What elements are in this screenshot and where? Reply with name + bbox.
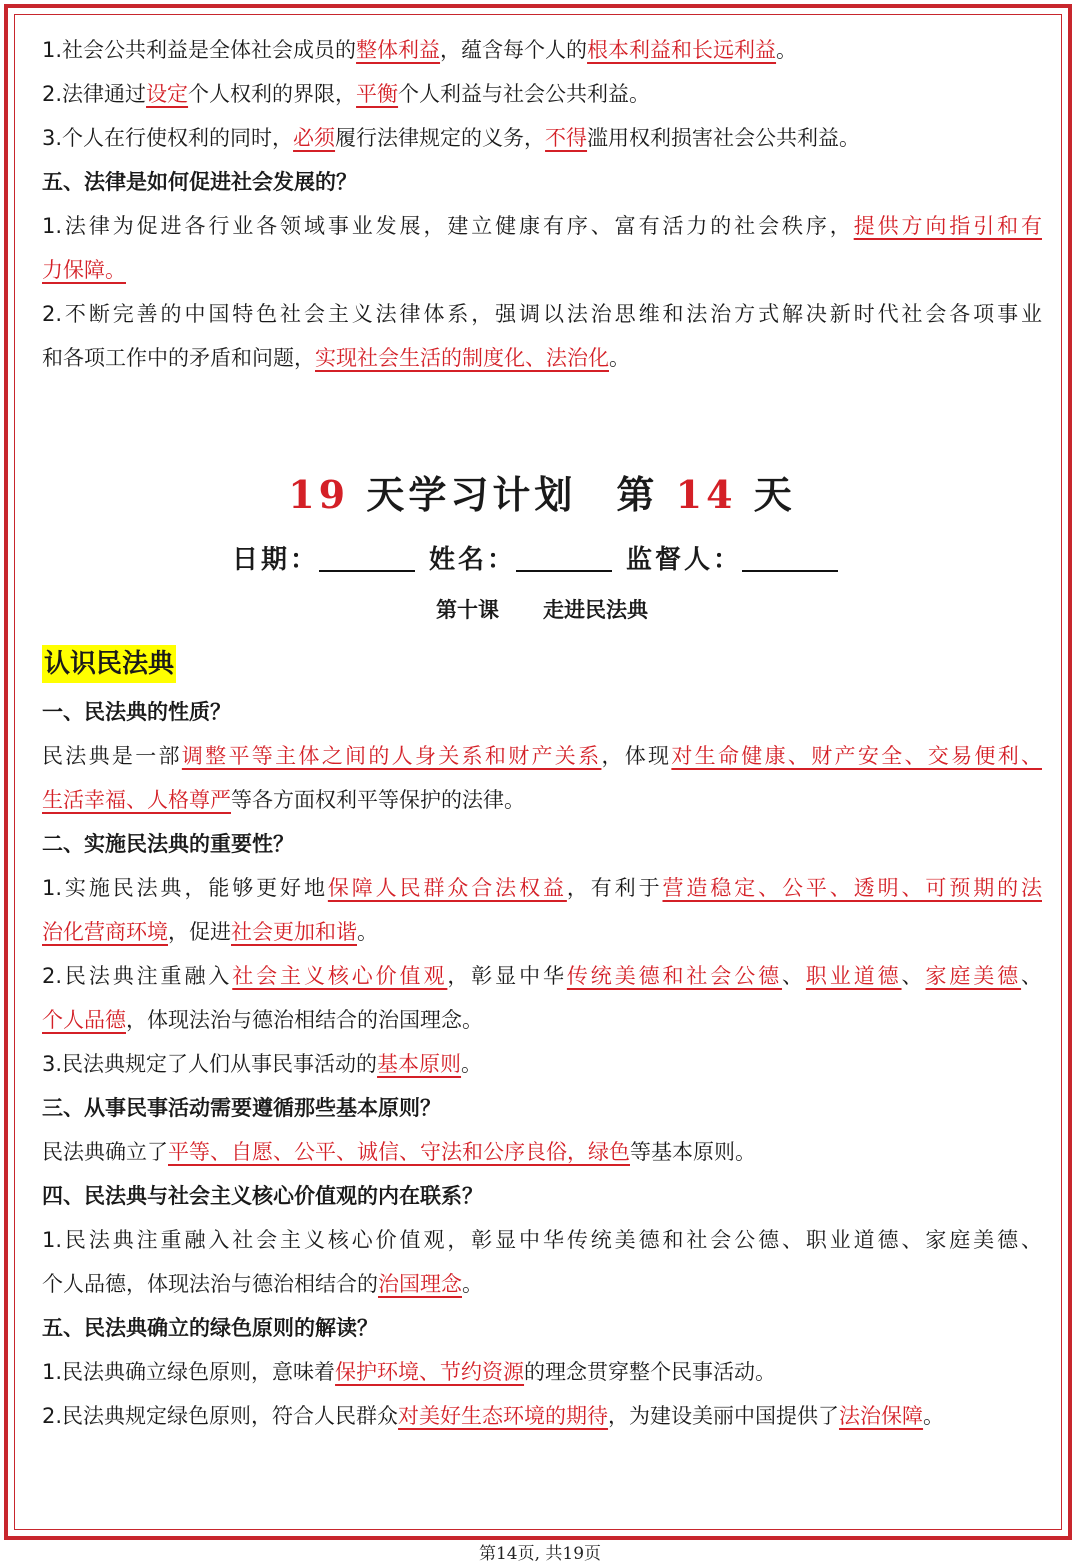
text: 和各项工作中的矛盾和问题，: [42, 346, 315, 370]
text: 、: [1021, 964, 1042, 988]
key-point: 设定: [146, 82, 189, 106]
lesson-title: [42, 584, 1042, 636]
question-heading: 二、实施民法典的重要性？: [42, 832, 294, 856]
key-point: 社会更加和谐: [231, 920, 357, 944]
text: 的理念贯穿整个民事活动。: [524, 1360, 777, 1384]
text: 。: [461, 1052, 483, 1076]
key-point: 对美好生态环境的期待: [398, 1404, 609, 1428]
paragraph-importance-1-cont: [42, 910, 1042, 954]
text: 3.个人在行使权利的同时，: [42, 126, 294, 150]
paragraph-core-values-cont: [42, 1262, 1042, 1306]
text: 民法典确立了: [42, 1140, 168, 1164]
text: 1.社会公共利益是全体社会成员的: [42, 38, 357, 62]
key-point: 保护环境、节约资源: [335, 1360, 525, 1384]
key-point: 平等、自愿、公平、诚信、守法和公序良俗，绿色: [168, 1140, 630, 1164]
document-body: [42, 28, 1042, 1438]
key-point: 治国理念: [378, 1272, 462, 1296]
name-label: 姓名：: [428, 545, 516, 575]
text: 个人权利的界限，: [188, 82, 357, 106]
section-title-highlight: 认识民法典: [42, 645, 176, 683]
paragraph-social-interest: [42, 28, 1042, 72]
paragraph-law-limits: [42, 72, 1042, 116]
plan-total-days: 19: [288, 472, 350, 517]
text: 2.民法典规定绿色原则，符合人民群众: [42, 1404, 399, 1428]
paragraph-importance-3: [42, 1042, 1042, 1086]
key-point: 平衡: [356, 82, 399, 106]
key-point: 基本原则: [377, 1052, 462, 1076]
key-point: 提供方向指引和有: [853, 214, 1042, 238]
paragraph-importance-1: [42, 866, 1042, 910]
text: 3.民法典规定了人们从事民事活动的: [42, 1052, 378, 1076]
paragraph-law-development-2-cont: [42, 336, 1042, 380]
paragraph-nature: [42, 734, 1042, 778]
key-point: 法治保障: [839, 1404, 924, 1428]
text: 个人利益与社会公共利益。: [398, 82, 651, 106]
day-suffix: 天: [753, 472, 796, 517]
key-point: 个人品德: [42, 1008, 126, 1032]
paragraph-law-development-1-cont: [42, 248, 1042, 292]
text: 民法典是一部: [42, 744, 182, 768]
paragraph-importance-2: [42, 954, 1042, 998]
text: 。: [923, 1404, 945, 1428]
paragraph-importance-2-cont: [42, 998, 1042, 1042]
text: 履行法律规定的义务，: [335, 126, 546, 150]
paragraph-green-2: [42, 1394, 1042, 1438]
key-point: 力保障。: [42, 258, 126, 282]
lesson-number: 第十课: [436, 598, 499, 622]
key-point: 家庭美德: [925, 964, 1022, 988]
paragraph-nature-cont: [42, 778, 1042, 822]
question-heading: 五、民法典确立的绿色原则的解读？: [42, 1316, 378, 1340]
text: ，有利于: [566, 876, 663, 900]
text: 等基本原则。: [630, 1140, 756, 1164]
text: ，彰显中华: [447, 964, 567, 988]
text: 、: [901, 964, 926, 988]
section-title: [42, 638, 1042, 690]
question-heading: 三、从事民事活动需要遵循那些基本原则？: [42, 1096, 441, 1120]
supervisor-label: 监督人：: [626, 545, 743, 575]
text: ，体现: [601, 744, 672, 768]
paragraph-law-development-1: [42, 204, 1042, 248]
text: 。: [462, 1272, 483, 1296]
paragraph-green-1: [42, 1350, 1042, 1394]
text: ，蕴含每个人的: [440, 38, 588, 62]
name-blank[interactable]: [516, 540, 612, 572]
spacer: [42, 380, 1042, 460]
key-point: 社会主义核心价值观: [232, 964, 448, 988]
key-point: 对生命健康、财产安全、交易便利、: [671, 744, 1042, 768]
text: ，体现法治与德治相结合的治国理念。: [126, 1008, 483, 1032]
text: 。: [357, 920, 378, 944]
plan-title-text: 天学习计划: [366, 472, 577, 517]
key-point: 职业道德: [805, 964, 902, 988]
text: ，促进: [168, 920, 231, 944]
current-day-number: 14: [675, 472, 737, 517]
text: 等各方面权利平等保护的法律。: [231, 788, 525, 812]
key-point: 营造稳定、公平、透明、可预期的法: [662, 876, 1042, 900]
plan-info-row: [42, 536, 1042, 584]
key-point: 整体利益: [356, 38, 441, 62]
supervisor-blank[interactable]: [742, 540, 838, 572]
key-point: 不得: [545, 126, 588, 150]
lesson-name: 走进民法典: [543, 598, 648, 622]
paragraph-principles: [42, 1130, 1042, 1174]
key-point: 必须: [293, 126, 336, 150]
key-point: 传统美德和社会公德: [566, 964, 783, 988]
key-point: 实现社会生活的制度化、法治化: [315, 346, 609, 370]
question-heading: 五、法律是如何促进社会发展的？: [42, 170, 357, 194]
text: 1.实施民法典，能够更好地: [42, 876, 328, 900]
study-plan-title: [42, 460, 1042, 530]
paragraph-law-development-2: 2.不断完善的中国特色社会主义法律体系，强调以法治思维和法治方式解决新时代社会各项事业: [42, 302, 1042, 326]
paragraph-core-values: 1.民法典注重融入社会主义核心价值观，彰显中华传统美德和社会公德、职业道德、家庭美德、: [42, 1228, 1042, 1252]
key-point: 治化营商环境: [42, 920, 168, 944]
date-blank[interactable]: [319, 540, 415, 572]
paragraph-obligations: [42, 116, 1042, 160]
key-point: 生活幸福、人格尊严: [42, 788, 231, 812]
text: 1.民法典确立绿色原则，意味着: [42, 1360, 336, 1384]
question-heading: 四、民法典与社会主义核心价值观的内在联系？: [42, 1184, 483, 1208]
key-point: 调整平等主体之间的人身关系和财产关系: [181, 744, 602, 768]
text: 。: [609, 346, 630, 370]
text: ，为建设美丽中国提供了: [608, 1404, 840, 1428]
text: 、: [782, 964, 806, 988]
question-heading: 一、民法典的性质？: [42, 700, 231, 724]
text: 滥用权利损害社会公共利益。: [587, 126, 861, 150]
key-point: 保障人民群众合法权益: [327, 876, 567, 900]
text: 1.法律为促进各行业各领域事业发展，建立健康有序、富有活力的社会秩序，: [42, 214, 854, 238]
date-label: 日期：: [231, 545, 319, 575]
text: 2.法律通过: [42, 82, 147, 106]
text: 个人品德，体现法治与德治相结合的: [42, 1272, 378, 1296]
day-prefix: 第: [616, 472, 659, 517]
key-point: 根本利益和长远利益: [587, 38, 777, 62]
page-number: 第14页, 共19页: [478, 1544, 602, 1564]
text: 。: [776, 38, 798, 62]
text: 2.民法典注重融入: [42, 964, 233, 988]
